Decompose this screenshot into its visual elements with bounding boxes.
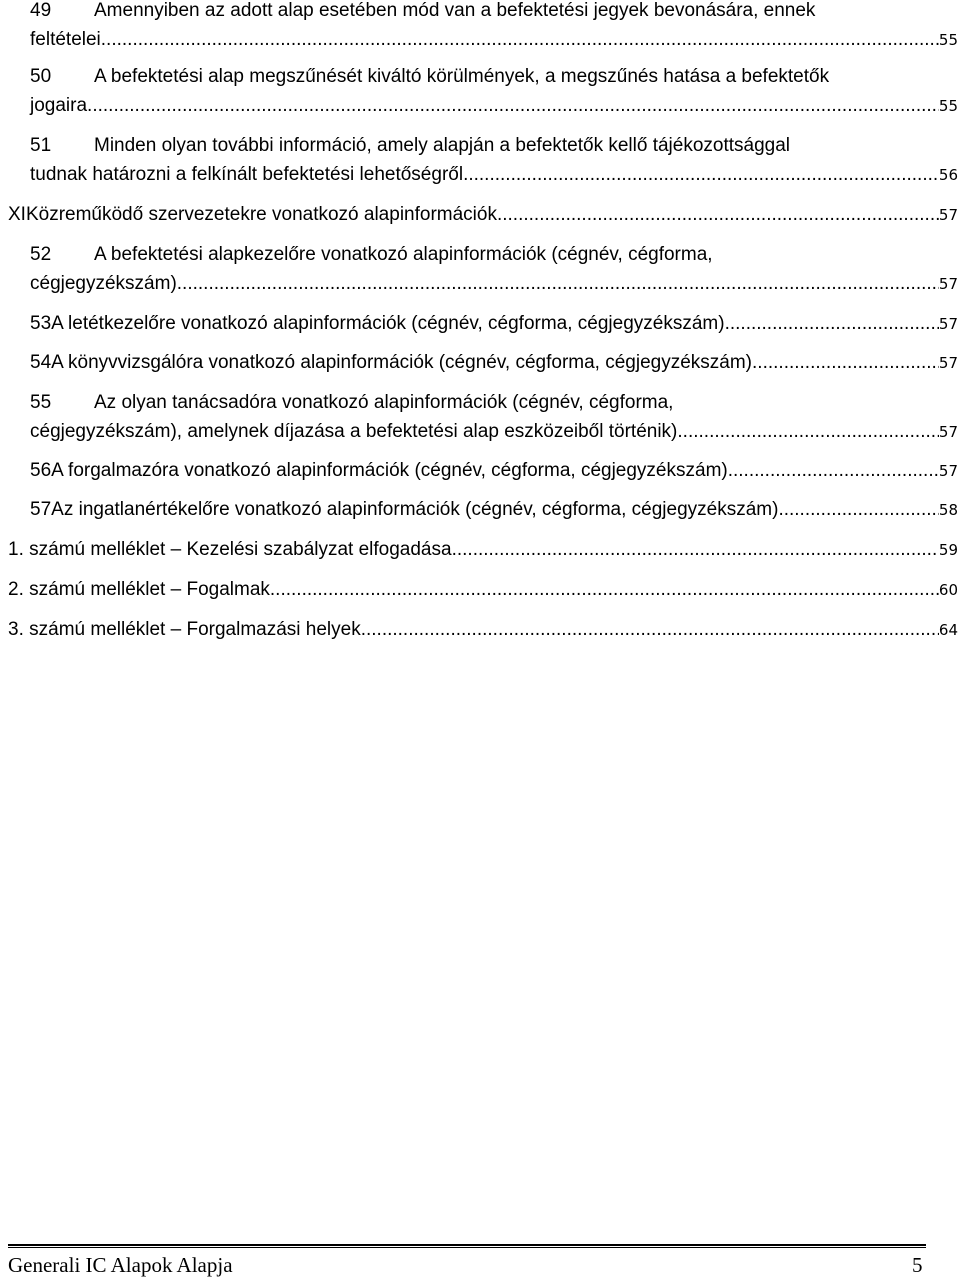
- toc-entry-55-line2[interactable]: [30, 417, 958, 447]
- toc-leader-dots: [677, 417, 939, 447]
- toc-entry-49-line2[interactable]: [30, 25, 958, 55]
- toc-leader-dots: [728, 456, 939, 486]
- toc-leader-dots: [361, 615, 939, 645]
- toc-entry-title: A befektetési alap megszűnését kiváltó körülmények, a megszűnés hatása a befektetők: [94, 66, 830, 87]
- toc-entry-number: 52: [30, 244, 52, 265]
- toc-entry-51-line2[interactable]: [30, 160, 958, 190]
- toc-annex-title: 1. számú melléklet – Kezelési szabályzat elfogadása: [8, 539, 452, 560]
- toc-page-number: 57: [938, 315, 958, 333]
- toc-leader-dots: [463, 160, 939, 190]
- toc-entry-title-cont: tudnak határozni a felkínált befektetési lehetőségről: [30, 164, 464, 185]
- toc-entry-number: 54: [30, 352, 52, 373]
- toc-page-number: 58: [938, 501, 958, 519]
- toc-leader-dots: [778, 495, 938, 525]
- toc-entry-number: 56: [30, 460, 52, 481]
- toc-annex-2[interactable]: [8, 575, 958, 605]
- toc-entry-title-cont: cégjegyzékszám): [30, 273, 177, 294]
- toc-section-number: XI: [8, 204, 26, 225]
- toc-leader-dots: [101, 25, 939, 55]
- toc-entry-title: A befektetési alapkezelőre vonatkozó alapinformációk (cégnév, cégforma,: [94, 244, 713, 265]
- toc-entry-title: Minden olyan további információ, amely alapján a befektetők kellő tájékozottsággal: [94, 135, 791, 156]
- toc-page-number: 57: [938, 462, 958, 480]
- toc-page-number: 56: [938, 166, 958, 184]
- toc-section-xi[interactable]: [8, 200, 958, 230]
- toc-entry-title-cont: feltételei: [30, 29, 101, 50]
- toc-entry-number: 51: [30, 135, 52, 156]
- toc-entry-53[interactable]: [30, 309, 958, 339]
- toc-entry-title: A letétkezelőre vonatkozó alapinformációk (cégnév, cégforma, cégjegyzékszám): [51, 313, 725, 334]
- toc-page-number: 57: [938, 423, 958, 441]
- toc-entry-56[interactable]: [30, 456, 958, 486]
- toc-entry-number: 55: [30, 392, 52, 413]
- toc-entry-title: Az ingatlanértékelőre vonatkozó alapinformációk (cégnév, cégforma, cégjegyzékszám): [51, 499, 779, 520]
- toc-page-number: 57: [938, 206, 958, 224]
- toc-page-number: 59: [938, 541, 958, 559]
- toc-page-number: 64: [938, 621, 958, 639]
- toc-page-number: 55: [938, 31, 958, 49]
- toc-page-number: 57: [938, 354, 958, 372]
- footer-document-title: Generali IC Alapok Alapja: [8, 1253, 233, 1277]
- toc-annex-title: 3. számú melléklet – Forgalmazási helyek: [8, 619, 361, 640]
- toc-entry-52-line2[interactable]: [30, 269, 958, 299]
- toc-entry-title-cont: jogaira.: [30, 95, 93, 116]
- toc-entry-54[interactable]: [30, 348, 958, 378]
- toc-leader-dots: [725, 309, 939, 339]
- toc-annex-3[interactable]: [8, 615, 958, 645]
- footer-divider: [8, 1244, 926, 1248]
- footer-page-number: 5: [912, 1253, 923, 1277]
- toc-entry-number: 50: [30, 66, 52, 87]
- toc-annex-title: 2. számú melléklet – Fogalmak: [8, 579, 270, 600]
- toc-leader-dots: [270, 575, 939, 605]
- toc-leader-dots: [92, 91, 939, 121]
- toc-entry-57[interactable]: [30, 495, 958, 525]
- toc-leader-dots: [752, 348, 939, 378]
- toc-leader-dots: [497, 200, 939, 230]
- toc-page-number: 57: [938, 275, 958, 293]
- toc-entry-number: 53: [30, 313, 52, 334]
- toc-entry-50-line2[interactable]: [30, 91, 958, 121]
- toc-page-number: 60: [938, 581, 958, 599]
- toc-entry-title: Amennyiben az adott alap esetében mód van a befektetési jegyek bevonására, ennek: [94, 0, 816, 21]
- toc-page-number: 55: [938, 97, 958, 115]
- toc-section-title: Közreműködő szervezetekre vonatkozó alapinformációk: [25, 204, 497, 225]
- toc-entry-title-cont: cégjegyzékszám), amelynek díjazása a befektetési alap eszközeiből történik): [30, 421, 678, 442]
- toc-entry-title: A forgalmazóra vonatkozó alapinformációk (cégnév, cégforma, cégjegyzékszám): [51, 460, 728, 481]
- toc-leader-dots: [177, 269, 939, 299]
- toc-entry-title: A könyvvizsgálóra vonatkozó alapinformációk (cégnév, cégforma, cégjegyzékszám): [51, 352, 753, 373]
- toc-entry-number: 49: [30, 0, 52, 21]
- toc-entry-number: 57: [30, 499, 52, 520]
- toc-leader-dots: [452, 535, 939, 565]
- toc-annex-1[interactable]: [8, 535, 958, 565]
- toc-entry-title: Az olyan tanácsadóra vonatkozó alapinformációk (cégnév, cégforma,: [94, 392, 674, 413]
